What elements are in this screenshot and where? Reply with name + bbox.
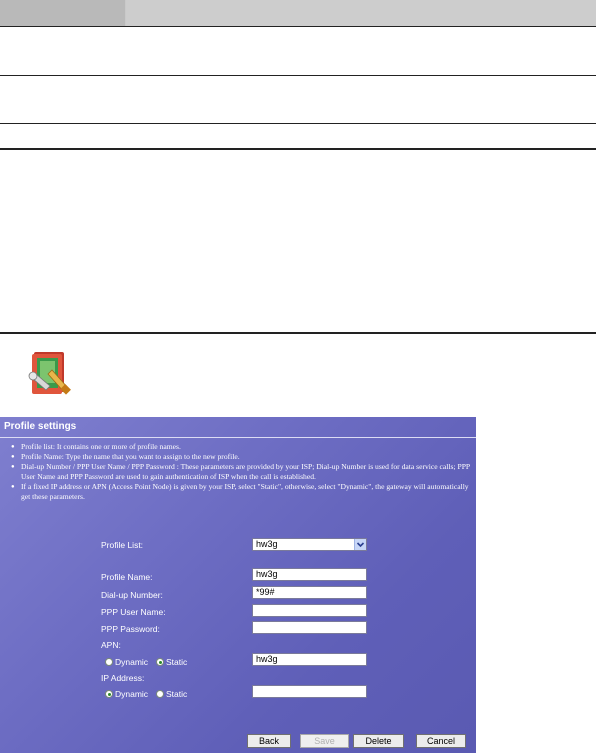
ppp-user-name-field[interactable] bbox=[252, 604, 367, 617]
table-row-rule-2 bbox=[0, 123, 596, 124]
profile-settings-panel bbox=[0, 417, 476, 753]
help-bullet: ● Profile Name: Type the name that you want to assign to the new profile. bbox=[10, 452, 470, 462]
tools-manual-icon bbox=[24, 348, 76, 400]
ip-address-field[interactable] bbox=[252, 685, 367, 698]
dialup-number-label: Dial-up Number: bbox=[101, 590, 163, 600]
table-row-rule-1 bbox=[0, 75, 596, 76]
panel-title: Profile settings bbox=[4, 421, 77, 432]
section-divider-rule bbox=[0, 332, 596, 334]
apn-field[interactable]: hw3g bbox=[252, 653, 367, 666]
table-header-bar bbox=[0, 0, 596, 26]
apn-static-radio[interactable] bbox=[156, 658, 164, 666]
cancel-button[interactable]: Cancel bbox=[416, 734, 466, 748]
help-bullet: ● Profile list: It contains one or more of profile names. bbox=[10, 442, 470, 452]
chevron-down-icon[interactable] bbox=[354, 539, 366, 550]
dialup-number-field[interactable]: *99# bbox=[252, 586, 367, 599]
profile-list-label: Profile List: bbox=[101, 540, 144, 550]
profile-list-select[interactable] bbox=[252, 538, 367, 551]
ip-dynamic-radio[interactable] bbox=[105, 690, 113, 698]
apn-static-label: Static bbox=[166, 657, 188, 667]
back-button[interactable]: Back bbox=[247, 734, 291, 748]
ppp-user-name-label: PPP User Name: bbox=[101, 607, 166, 617]
help-bullet: ● If a fixed IP address or APN (Access Point Node) is given by your ISP, select "Static", otherwise, select "Dynamic", the gateway will automatically get these parameters. bbox=[10, 482, 470, 502]
profile-name-label: Profile Name: bbox=[101, 572, 153, 582]
table-header-rule bbox=[0, 26, 596, 27]
help-bullet-list bbox=[10, 442, 470, 502]
profile-list-value: hw3g bbox=[256, 539, 278, 549]
profile-name-field[interactable]: hw3g bbox=[252, 568, 367, 581]
ip-address-label: IP Address: bbox=[101, 673, 145, 683]
delete-button[interactable]: Delete bbox=[353, 734, 404, 748]
apn-dynamic-label: Dynamic bbox=[115, 657, 149, 667]
ip-static-radio[interactable] bbox=[156, 690, 164, 698]
save-button[interactable]: Save bbox=[300, 734, 349, 748]
ip-static-label: Static bbox=[166, 689, 188, 699]
help-bullet: ● Dial-up Number / PPP User Name / PPP Password : These parameters are provided by your ISP; Dial-up Number is used for data service calls; PPP User Name and PPP Password are used to gain authentication of ISP when the call is established. bbox=[10, 462, 470, 482]
table-header-cell-2 bbox=[126, 0, 596, 26]
ip-dynamic-label: Dynamic bbox=[115, 689, 149, 699]
apn-label: APN: bbox=[101, 640, 121, 650]
table-bottom-rule bbox=[0, 148, 596, 150]
ppp-password-label: PPP Password: bbox=[101, 624, 160, 634]
table-header-cell-1 bbox=[0, 0, 125, 26]
panel-title-rule bbox=[0, 437, 476, 438]
ppp-password-field[interactable] bbox=[252, 621, 367, 634]
apn-dynamic-radio[interactable] bbox=[105, 658, 113, 666]
